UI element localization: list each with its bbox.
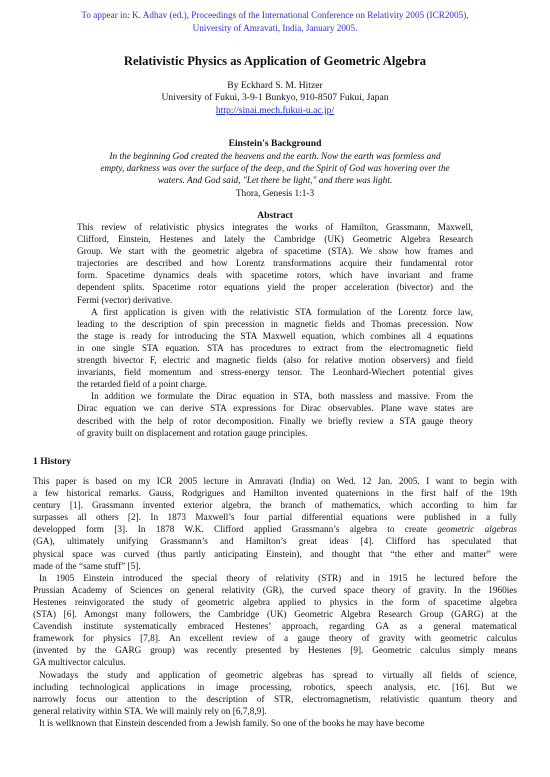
section-heading-history: 1 History: [33, 456, 72, 467]
abstract-line: dependent splits. Spacetime rotor equations yield the proper acceleration (bivector) and the: [77, 283, 473, 294]
abstract-line: strength bivector F, electric and magnetic fields (also for relative motion observers) and field: [77, 356, 473, 367]
body-line: made of the “same stuff” [5].: [33, 561, 141, 572]
quote-line: In the beginning God created the heavens and the earth. Now the earth was formless and: [109, 152, 441, 162]
body-line: narrowly focus our attention to the description of STR, electromagnetism, relativistic quantum theory and: [33, 694, 517, 705]
abstract-line: In addition we formulate the Dirac equation in STA, both massless and massive. From the: [91, 392, 473, 403]
body-line: framework for physics [7,8]. An excellent review of a gauge theory of gravity with geometric calculus: [33, 634, 517, 645]
abstract-line: described with the help of rotor decomposition. Finally we briefly review a STA gauge theory: [77, 416, 473, 427]
body-line: (GA), ultimately unifying Grassmann’s and Hamilton’s great ideas [4]. Clifford has speculated that: [33, 537, 517, 548]
abstract-line: the stage is ready for introducing the STA Maxwell equation, which combines all 4 equations: [77, 331, 473, 342]
body-line: Hestenes reinvigorated the study of geometric algebra applied to physics in the form of spacetime algebra: [33, 597, 517, 608]
body-line: a few historical remarks. Gauss, Rodgrigues and Hamilton invented quaternions in the first half of the 19th: [33, 489, 517, 500]
author-affiliation: University of Fukui, 3-9-1 Bunkyo, 910-8507 Fukui, Japan: [161, 92, 389, 104]
abstract-line: form. Spacetime dynamics deals with spacetime rotors, which have invariant and frame: [77, 271, 473, 282]
abstract-line: Clifford, Einstein, Hestenes and lately the Cambridge (UK) Geometric Algebra Research: [77, 235, 473, 246]
quote-line: waters. And God said, "Let there be light," and there was light.: [157, 176, 393, 187]
body-line: century [1]. Grassmann invented exterior algebra, the branch of mathematics, which according to him far: [33, 501, 517, 512]
body-line: [33, 524, 517, 536]
body-line: Nowadays the study and application of geometric algebras has spread to virtually all fields of science,: [39, 670, 517, 681]
genesis-quote: [20, 151, 530, 200]
body-line: This paper is based on my ICR 2005 lecture in Amravati (India) on Wed. 12 Jan. 2005. I want to begin with: [33, 477, 517, 487]
abstract-line: Fermi (vector) derivative.: [77, 295, 173, 306]
publication-note-line: To appear in: K. Adhav (ed.), Proceedings of the International Conference on Relativity 2005 (ICR2005),: [81, 10, 469, 20]
body-line: surpasses all others [2]. In 1873 Maxwell’s four partial differential equations were published in a fully: [33, 513, 517, 524]
abstract-line: invariants, field momentum and stress-energy tensor. The Leonhard-Wiechert potential gives: [77, 368, 473, 379]
body-line: (STA) [6]. Amongst many followers, the Cambridge (UK) Geometric Algebra Research Group (GARG) at the: [33, 610, 517, 621]
emphasis-geometric-algebras: geometric algebras: [437, 525, 517, 536]
body-line: It is wellknown that Einstein descended from a Jewish family. So one of the books he may have become: [39, 718, 425, 729]
body-line: Cavendish institute systematically embraced Hestenes’ approach, regarding GA as a general matematical: [33, 622, 517, 633]
body-line: physical space was curved (thus partly anticipating Einstein), and thought that “the ether and matter” were: [33, 549, 517, 560]
abstract-line: in one single STA equation. STA has procedures to extract from the electromagnetic field: [77, 343, 473, 354]
abstract-line: This review of relativistic physics integrates the works of Hamilton, Grassmann, Maxwell,: [77, 223, 473, 233]
body-line: including technological applications in image processing, robotics, speech analysis, etc. [16]. But we: [33, 682, 517, 693]
body-line: GA multivector calculus.: [33, 658, 126, 669]
body-line: (invented by the GARG group) was recently presented by Hestenes [9]. Geometric calculus simply means: [33, 646, 517, 657]
publication-note: [20, 9, 530, 34]
paper-title: Relativistic Physics as Application of Geometric Algebra: [123, 54, 427, 68]
author-homepage-link[interactable]: http://sinai.mech.fukui-u.ac.jp/: [215, 104, 335, 116]
abstract-heading: Abstract: [257, 210, 293, 221]
body-line: Prussian Academy of Sciences on general relativity (GR), the curved space theory of gravity. In the 1960ies: [33, 585, 517, 596]
body-line: general relativity within STA. We will mainly rely on [6,7,8,9].: [33, 706, 267, 717]
body-line: In 1905 Einstein introduced the special theory of relativity (STR) and in 1915 he lectured before the: [39, 573, 517, 584]
quote-citation: Thora, Genesis 1:1-3: [235, 188, 315, 199]
abstract-body: [77, 222, 473, 440]
abstract-line: leading to the description of spin precession in magnetic fields and Thomas precession. Now: [77, 319, 473, 330]
publication-note-line: University of Amravati, India, January 2005.: [192, 22, 358, 33]
author-block: [20, 80, 530, 117]
abstract-line: of gravity built on displacement and rotation gauge principles.: [77, 428, 308, 439]
abstract-line: Group. We start with the geometric algebra of spacetime (STA). We show how frames and: [77, 247, 473, 258]
quote-line: empty, darkness was over the surface of the deep, and the Spirit of God was hovering over the: [100, 164, 450, 175]
author-byline: By Eckhard S. M. Hitzer: [227, 80, 323, 91]
section-heading-background: Einstein's Background: [228, 138, 322, 149]
abstract-line: Dirac equation we can derive STA expressions for Dirac observables. Plane wave states are: [77, 404, 473, 415]
body-text: developped form [3]. In 1878 W.K. Clifford applied Grassmann’s algebra to create: [33, 525, 427, 536]
abstract-line: trajectories are described and how Lorentz transformations acquire their fundamental rotor: [77, 259, 473, 270]
history-body: [33, 476, 517, 730]
abstract-line: A first application is given with the relativistic STA formulation of the Lorentz force law,: [91, 307, 473, 318]
abstract-line: the retarded field of a point charge.: [77, 380, 208, 391]
